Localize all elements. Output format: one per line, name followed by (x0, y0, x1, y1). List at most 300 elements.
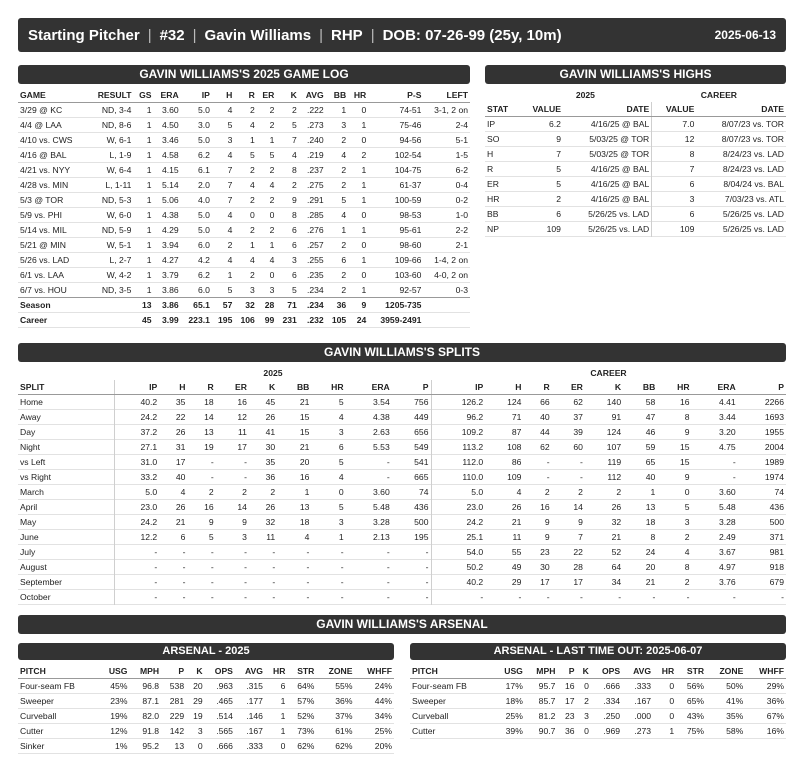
table-row (485, 147, 786, 162)
table-cell: 109 (652, 222, 697, 237)
table-cell: 30 (265, 442, 276, 452)
table-cell: 4.29 (161, 225, 179, 235)
table-cell: 756 (414, 397, 429, 407)
table-cell: 105 (331, 315, 347, 325)
table-cell: 4 (269, 255, 275, 265)
table-cell: ND, 8-6 (101, 120, 132, 130)
table-cell: 2.0 (197, 180, 210, 190)
column-header: PITCH (410, 664, 493, 679)
table-cell: 86 (511, 457, 522, 467)
table-cell: 5 (292, 285, 297, 295)
column-header: IP (115, 380, 159, 395)
table-row (18, 560, 786, 575)
table-cell: - (244, 562, 247, 572)
table-cell: 3 (250, 285, 255, 295)
table-cell: 4.75 (718, 442, 736, 452)
column-header: ZONE (316, 664, 354, 679)
table-cell: 102-54 (394, 150, 422, 160)
table-cell: 1 (146, 195, 152, 205)
table-cell: Sinker (20, 741, 45, 751)
splits-group-career: CAREER (590, 368, 627, 378)
table-cell: 3.60 (718, 487, 736, 497)
table-cell: 2 (341, 165, 347, 175)
table-cell: 26 (175, 427, 186, 437)
table-cell: 3 (242, 532, 247, 542)
table-cell: 109 (507, 472, 522, 482)
table-cell: 4 (250, 120, 255, 130)
table-cell: 50% (726, 681, 744, 691)
table-cell: 13 (645, 502, 656, 512)
table-cell: Cutter (20, 726, 44, 736)
table-cell: 49 (511, 562, 522, 572)
table-row (18, 470, 786, 485)
table-cell: 11 (512, 532, 522, 542)
table-cell: September (20, 577, 63, 587)
table-cell: Sweeper (412, 696, 446, 706)
table-cell: 6.2 (197, 270, 210, 280)
table-cell: 4/21 vs. NYY (20, 165, 71, 175)
gamelog-title: GAVIN WILLIAMS'S 2025 GAME LOG (18, 65, 470, 84)
table-cell: 100-59 (394, 195, 422, 205)
table-cell: 0 (269, 210, 275, 220)
table-cell: 5 (556, 179, 561, 189)
table-cell: 16 (540, 502, 550, 512)
table-cell: 0 (280, 741, 286, 751)
table-cell: 223.1 (188, 315, 210, 325)
table-cell: 0 (338, 487, 344, 497)
table-cell: 57% (297, 696, 315, 706)
table-cell: 1 (338, 532, 344, 542)
table-cell: 1 (361, 255, 367, 265)
table-cell: 107 (606, 442, 622, 452)
table-cell: .234 (299, 298, 326, 313)
table-cell: 4/28 vs. MIN (20, 180, 69, 190)
column-header: ERA (154, 88, 181, 103)
table-cell: 61-37 (399, 180, 422, 190)
table-cell: 8/07/23 vs. TOR (721, 134, 784, 144)
table-cell: .146 (246, 711, 263, 721)
table-cell: 36 (265, 472, 276, 482)
table-row (485, 132, 786, 147)
table-cell: 2 (242, 487, 247, 497)
table-cell: 90.7 (538, 726, 556, 736)
table-cell: 59 (645, 442, 656, 452)
table-cell: 2 (269, 120, 275, 130)
table-cell: 6 (280, 681, 286, 691)
table-cell: 44% (374, 696, 392, 706)
table-cell: .285 (306, 210, 324, 220)
table-cell: 8/24/23 vs. LAD (722, 149, 784, 159)
table-cell: - (652, 592, 656, 602)
table-cell: SO (487, 134, 500, 144)
table-cell: 4/16 @ BAL (20, 150, 67, 160)
table-cell: 981 (769, 547, 784, 557)
table-cell: Four-seam FB (20, 681, 75, 691)
table-cell: 39 (573, 427, 583, 437)
table-cell: 15 (299, 412, 310, 422)
table-cell: .219 (306, 150, 324, 160)
separator: | (370, 26, 375, 44)
table-cell: 2 (556, 194, 561, 204)
table-cell: 4 (341, 150, 347, 160)
table-cell: 11 (238, 427, 247, 437)
column-header: K (249, 380, 277, 395)
table-cell: 14 (573, 502, 583, 512)
table-cell: 5 (227, 285, 233, 295)
arsenal-title: GAVIN WILLIAMS'S ARSENAL (18, 615, 786, 634)
arsenal-last-title: ARSENAL - LAST TIME OUT: 2025-06-07 (410, 643, 786, 660)
table-cell: 74 (418, 487, 429, 497)
table-row (485, 222, 786, 237)
table-cell: .235 (306, 270, 324, 280)
table-cell: .250 (603, 711, 621, 721)
table-cell: Home (20, 397, 43, 407)
table-cell: 6 (292, 240, 297, 250)
table-cell: 6 (341, 255, 347, 265)
table-cell: 26 (265, 412, 276, 422)
column-header: DATE (563, 102, 652, 117)
table-cell: 4/16/25 @ BAL (590, 164, 650, 174)
table-cell: 85.7 (538, 696, 556, 706)
table-cell: 6/1 vs. LAA (20, 270, 64, 280)
table-cell: - (580, 592, 583, 602)
table-cell: - (115, 545, 159, 560)
table-cell: 24 (356, 315, 367, 325)
table-cell: 8 (684, 562, 690, 572)
table-cell: 4 (227, 150, 233, 160)
column-header: STAT (485, 102, 519, 117)
table-cell: 4 (227, 105, 233, 115)
table-cell: - (210, 457, 214, 467)
table-cell: - (425, 577, 429, 587)
table-cell: - (386, 457, 390, 467)
table-cell: 108 (507, 442, 522, 452)
table-cell: 87 (511, 427, 522, 437)
column-header: ERA (346, 380, 392, 395)
table-cell: 5 (208, 532, 214, 542)
table-cell: 4/16/25 @ BAL (590, 194, 650, 204)
table-cell: 2 (250, 225, 255, 235)
table-cell: 21 (611, 532, 622, 542)
table-cell: 9 (242, 517, 247, 527)
table-cell: 57 (212, 298, 234, 313)
table-cell: .000 (634, 711, 652, 721)
table-cell: 5 (556, 164, 561, 174)
table-cell: 7 (652, 162, 697, 177)
table-cell: 5/03/25 @ TOR (589, 134, 650, 144)
column-header: OPS (205, 664, 235, 679)
table-cell: 37% (335, 711, 353, 721)
table-row (18, 440, 786, 455)
table-cell: - (425, 592, 429, 602)
table-cell: 7 (227, 180, 233, 190)
table-cell: 5 (292, 120, 297, 130)
table-cell: 96.8 (142, 681, 160, 691)
table-cell: 2 (270, 487, 276, 497)
table-cell: 1 (146, 150, 152, 160)
table-cell: 3.44 (718, 412, 736, 422)
table-cell: 3.20 (718, 427, 736, 437)
column-header: AVG (235, 664, 265, 679)
table-cell: Night (20, 442, 41, 452)
table-cell: 91 (611, 412, 622, 422)
column-header: BB (277, 380, 311, 395)
table-cell: 3.86 (161, 285, 179, 295)
table-row (18, 133, 470, 148)
table-cell: L, 1-11 (105, 180, 132, 190)
table-row (18, 485, 786, 500)
table-cell: 16 (204, 502, 214, 512)
table-cell: 16 (679, 397, 690, 407)
table-row (18, 103, 470, 118)
table-cell: 2266 (764, 397, 784, 407)
table-cell: 5.14 (161, 180, 179, 190)
table-cell: 19 (204, 442, 214, 452)
column-header: P (161, 664, 186, 679)
table-cell: 106 (240, 315, 255, 325)
column-header: P-S (368, 88, 423, 103)
table-cell: 8 (650, 532, 656, 542)
table-cell: 4.0 (197, 195, 210, 205)
table-cell: 21 (299, 442, 310, 452)
table-cell: 3.79 (161, 270, 179, 280)
table-cell: - (210, 547, 214, 557)
table-cell: 71 (276, 298, 298, 313)
table-cell: - (244, 577, 247, 587)
table-cell: 25.1 (431, 530, 485, 545)
arsenal-2025-title: ARSENAL - 2025 (18, 643, 394, 660)
table-cell: 7 (578, 532, 583, 542)
table-row (18, 709, 394, 724)
table-cell: vs Left (20, 457, 46, 467)
table-cell: 6/7 vs. HOU (20, 285, 67, 295)
table-cell: 52% (297, 711, 315, 721)
table-cell: 40.2 (115, 395, 159, 410)
table-cell: 2 (208, 487, 214, 497)
table-row (18, 694, 394, 709)
table-cell: 2 (292, 105, 297, 115)
table-cell: 1 (269, 135, 275, 145)
table-cell: 195 (218, 315, 233, 325)
table-cell: 35 (265, 457, 276, 467)
column-header: MPH (525, 664, 558, 679)
table-cell: 58 (645, 397, 656, 407)
table-cell: 50.2 (431, 560, 485, 575)
table-cell: 62% (335, 741, 353, 751)
table-cell: - (244, 592, 247, 602)
table-cell: 0 (361, 240, 367, 250)
table-cell: 4.97 (718, 562, 736, 572)
table-cell: 6.1 (197, 165, 210, 175)
table-cell: 2-1 (455, 240, 468, 250)
table-row (18, 590, 786, 605)
table-cell: 17 (573, 577, 583, 587)
highs-group-2025: 2025 (575, 90, 595, 100)
table-cell: 4 (250, 255, 255, 265)
column-header: K (186, 664, 205, 679)
table-cell: 3.76 (718, 577, 736, 587)
table-cell: 2 (578, 487, 583, 497)
table-cell: - (425, 547, 429, 557)
table-cell: ND, 3-5 (101, 285, 132, 295)
table-cell: .666 (603, 681, 621, 691)
table-row (18, 500, 786, 515)
table-cell: 65 (645, 457, 656, 467)
table-cell: 3 (652, 192, 697, 207)
table-cell: 17 (564, 696, 575, 706)
table-cell: 18 (204, 397, 214, 407)
table-cell: 2 (684, 532, 690, 542)
table-cell: 20 (645, 562, 656, 572)
table-cell: 5/26 vs. LAD (20, 255, 70, 265)
table-cell: 4 (227, 210, 233, 220)
column-header: WHFF (745, 664, 786, 679)
table-cell: 5/26/25 vs. LAD (722, 224, 784, 234)
table-cell: 140 (606, 397, 622, 407)
table-row (410, 679, 786, 694)
table-cell: 1 (146, 210, 152, 220)
table-cell: 3.99 (161, 315, 179, 325)
table-cell: 2 (616, 487, 622, 497)
table-cell: 5.0 (197, 210, 210, 220)
table-cell: W, 5-1 (106, 240, 132, 250)
table-cell: W, 6-4 (106, 165, 132, 175)
table-cell: 3/29 @ KC (20, 105, 63, 115)
table-cell: 6 (292, 225, 297, 235)
table-cell: 35 (175, 397, 186, 407)
table-cell: 4 (684, 547, 690, 557)
table-cell: April (20, 502, 38, 512)
table-cell: 16 (564, 681, 575, 691)
table-cell: 4 (516, 487, 522, 497)
table-cell: 96.2 (431, 410, 485, 425)
table-cell: 23% (110, 696, 128, 706)
table-cell: 26 (511, 502, 522, 512)
table-cell: 5.0 (115, 485, 159, 500)
table-cell: 23 (564, 711, 575, 721)
table-cell: 5-1 (455, 135, 468, 145)
table-cell: 112.0 (431, 455, 485, 470)
column-header: VALUE (519, 102, 563, 117)
table-cell: 5.48 (718, 502, 736, 512)
table-cell: 2 (341, 180, 347, 190)
table-row (18, 739, 394, 754)
table-cell: 103-60 (394, 270, 422, 280)
table-cell: 3.86 (154, 298, 181, 313)
table-cell: 4 (341, 210, 347, 220)
player-hand: RHP (331, 26, 363, 44)
table-cell: 3 (338, 517, 344, 527)
table-cell: 0 (361, 135, 367, 145)
table-cell: 371 (769, 532, 784, 542)
table-cell: .969 (603, 726, 621, 736)
table-cell: 2 (584, 696, 589, 706)
table-cell: .565 (216, 726, 233, 736)
table-cell: 18 (645, 517, 656, 527)
table-cell: - (618, 592, 622, 602)
table-cell: 14 (204, 412, 214, 422)
table-cell: 2 (269, 105, 275, 115)
table-cell: - (182, 547, 186, 557)
table-cell: 1 (250, 135, 255, 145)
table-cell: 112 (607, 472, 622, 482)
table-cell: - (732, 472, 736, 482)
table-row (18, 148, 470, 163)
table-cell: 87.1 (142, 696, 160, 706)
table-cell: 5.0 (197, 105, 210, 115)
table-cell: 4.38 (373, 412, 390, 422)
table-cell: 56% (686, 681, 705, 691)
table-cell: 54.0 (431, 545, 485, 560)
table-cell: May (20, 517, 37, 527)
table-cell: 2 (269, 165, 275, 175)
table-cell: 2 (361, 150, 367, 160)
table-cell: - (272, 547, 276, 557)
table-cell: 3.67 (718, 547, 736, 557)
table-cell: 62% (297, 741, 315, 751)
table-cell (423, 313, 470, 328)
table-cell: 5.0 (431, 485, 485, 500)
table-cell: 1 (146, 255, 152, 265)
table-cell: 21 (299, 397, 310, 407)
table-cell: 0 (584, 726, 589, 736)
column-header: P (738, 380, 786, 395)
column-header: ERA (692, 380, 738, 395)
table-cell: - (272, 562, 276, 572)
table-cell: 62 (540, 442, 550, 452)
table-cell: - (340, 577, 344, 587)
column-header: IP (181, 88, 212, 103)
table-cell: 81.2 (538, 711, 556, 721)
header-bar (18, 18, 786, 52)
table-cell: 1 (304, 487, 310, 497)
table-cell: .276 (306, 225, 324, 235)
column-header: H (159, 380, 187, 395)
table-cell: 9 (292, 195, 297, 205)
table-cell: 5/03/25 @ TOR (589, 149, 650, 159)
table-cell: 1955 (764, 427, 784, 437)
table-cell: 0-2 (455, 195, 468, 205)
table-cell: HR (487, 194, 500, 204)
table-cell: 65% (686, 696, 705, 706)
table-row (18, 425, 786, 440)
table-cell: - (210, 592, 214, 602)
table-cell: 5/26/25 vs. LAD (588, 224, 650, 234)
column-header: OPS (591, 664, 622, 679)
table-row (18, 575, 786, 590)
table-cell: 3 (292, 255, 297, 265)
table-cell: 3 (197, 726, 203, 736)
table-cell: 41% (726, 696, 744, 706)
table-row (485, 162, 786, 177)
table-cell (87, 298, 133, 313)
table-row (18, 268, 470, 283)
table-cell: - (244, 472, 247, 482)
table-cell: 94-56 (399, 135, 422, 145)
table-cell: 2 (269, 225, 275, 235)
table-row (18, 679, 394, 694)
table-cell: - (732, 457, 736, 467)
table-cell: - (306, 577, 310, 587)
table-cell: .167 (634, 696, 652, 706)
table-cell: 5/3 @ TOR (20, 195, 64, 205)
table-cell: 6 (180, 532, 186, 542)
table-cell: 6.0 (197, 240, 210, 250)
table-cell: 231 (282, 315, 297, 325)
table-cell: 40 (175, 472, 186, 482)
table-cell: 1 (361, 165, 367, 175)
column-header: P (392, 380, 431, 395)
